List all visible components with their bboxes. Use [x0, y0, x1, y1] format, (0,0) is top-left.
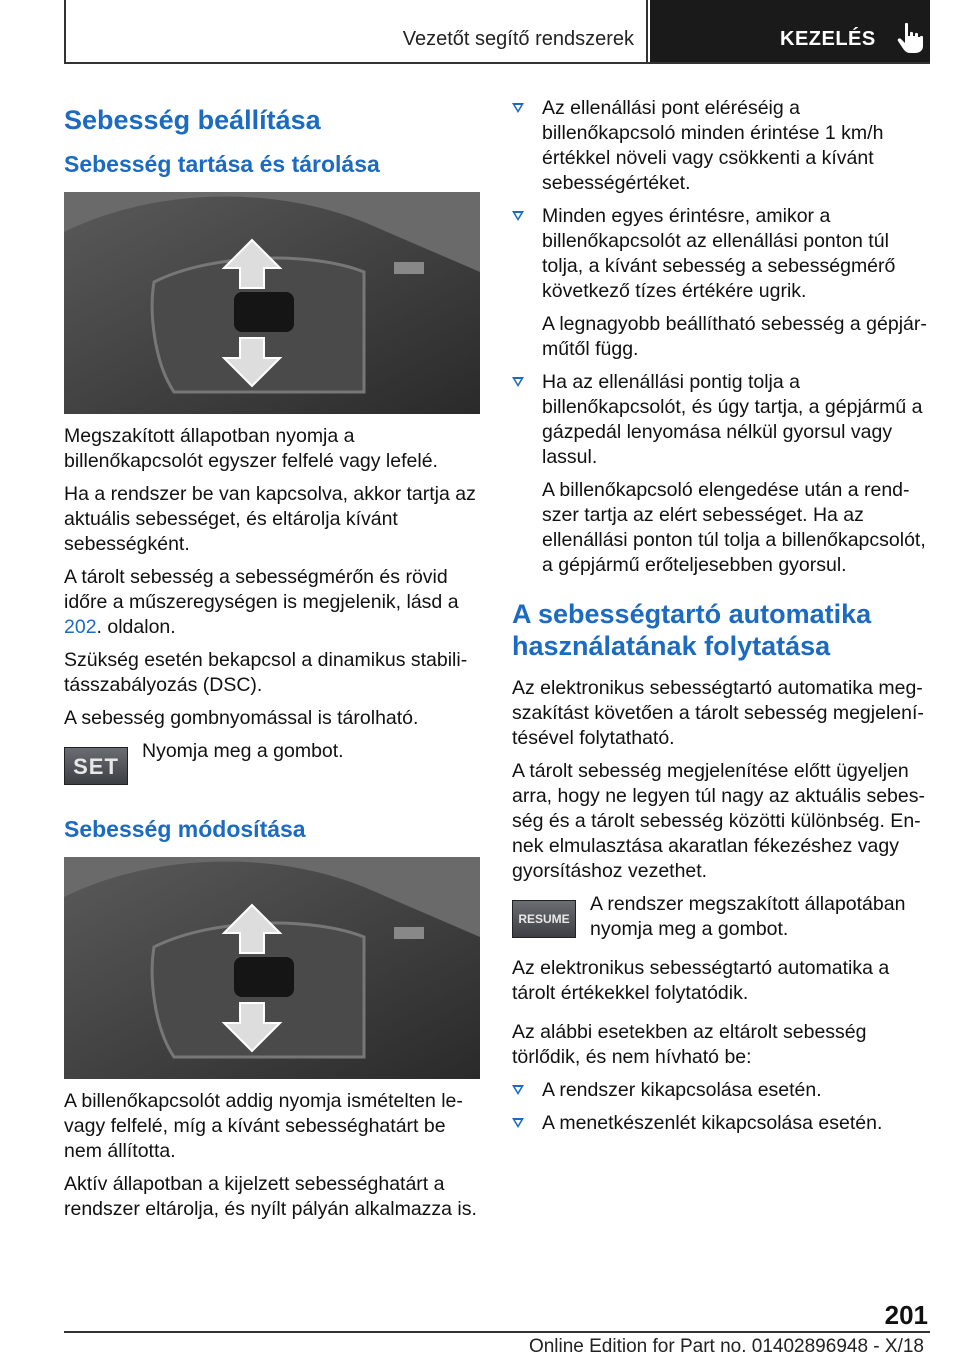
- paragraph: Aktív állapotban a kijelzett sebességhatárt a rendszer eltárolja, és nyílt pályán alkalmazza is.: [64, 1173, 477, 1220]
- resume-button-row: [512, 892, 930, 948]
- resume-button-text: A rendszer megszakított állapotában nyomja meg a gombot.: [590, 893, 906, 940]
- hand-pointer-icon: [896, 22, 924, 54]
- bullet-item: [512, 96, 930, 196]
- right-column: [512, 96, 930, 1144]
- bullet-item: [512, 1111, 930, 1136]
- header-chapter-tab: [650, 0, 930, 64]
- paragraph: A billenőkapcsolót addig nyomja ismételten le- vagy felfelé, míg a kívánt sebességhatárt be nem állította.: [64, 1090, 463, 1162]
- bullet-text: A rendszer kikapcsolása esetén.: [542, 1079, 822, 1101]
- paragraph: A tárolt sebesség megjelenítése előtt ügyeljen arra, hogy ne legyen túl nagy az aktuális sebesség és a tárolt sebesség közötti különbség. Ennek elmulasztása akaratlan fékezéshez vagy gyorsításhoz vezethet.: [512, 760, 926, 882]
- bullet-text: Ha az ellenállási pontig tolja a billenőkapcsolót, és úgy tartja, a gépjármű a gázpedál lenyomása nélkül gyorsul vagy lassul.: [542, 371, 923, 468]
- paragraph: Az alábbi esetekben az eltárolt sebesség törlődik, és nem hívható be:: [512, 1021, 867, 1068]
- heading-change-speed: Sebesség módosítása: [64, 816, 306, 842]
- footer-rule: [64, 1331, 930, 1333]
- paragraph: A sebesség gombnyomással is tárolható.: [64, 707, 419, 729]
- bullet-item: [512, 204, 930, 304]
- triangle-bullet-icon: [512, 1118, 524, 1128]
- header-section-box: [64, 0, 648, 63]
- header-rule: [64, 62, 930, 64]
- paragraph: Az elektronikus sebességtartó automatika megszakítást követően a tárolt sebesség megjelenítésével folytatható.: [512, 677, 924, 749]
- set-button-row: [64, 739, 482, 795]
- bullet-text: Az ellenállási pont eléréséig a billenőkapcsoló minden érintése 1 km/h értékkel növeli vagy csökkenti a kívánt sebességértéket.: [542, 97, 884, 194]
- set-button-text: Nyomja meg a gombot.: [142, 740, 344, 762]
- steering-switch-photo-2: [64, 857, 480, 1079]
- steering-switch-photo: [64, 192, 480, 414]
- paragraph: Megszakított állapotban nyomja a billenőkapcsolót egyszer felfelé vagy lefelé.: [64, 425, 438, 472]
- paragraph: [64, 565, 482, 640]
- footer-edition: Online Edition for Part no. 01402896948 - X/18: [528, 1336, 924, 1357]
- bullet-item: [512, 370, 930, 470]
- heading-set-speed: Sebesség beállítása: [64, 105, 321, 135]
- triangle-bullet-icon: [512, 103, 524, 113]
- paragraph: Ha a rendszer be van kapcsolva, akkor tartja az aktuális sebességet, és eltárolja kívánt sebességként.: [64, 483, 476, 555]
- chapter-title: KEZELÉS: [780, 28, 876, 50]
- text-span: . oldalon.: [96, 616, 176, 638]
- left-column: [64, 96, 482, 1230]
- page-number: 201: [884, 1300, 928, 1330]
- triangle-bullet-icon: [512, 377, 524, 387]
- bullet-text: Minden egyes érintésre, amikor a billenőkapcsolót az ellenállási ponton túl tolja, a kívánt sebesség a sebességmérő következő tízes értékére ugrik.: [542, 205, 896, 302]
- bullet-text: A menetkészenlét kikapcsolása esetén.: [542, 1112, 883, 1134]
- paragraph: Az elektronikus sebességtartó automatika a tárolt értékekkel folytatódik.: [512, 957, 890, 1004]
- page-link[interactable]: 202: [64, 616, 97, 638]
- triangle-bullet-icon: [512, 1085, 524, 1095]
- heading-resume: A sebességtartó automatika használatának folytatása: [512, 599, 872, 661]
- resume-button-image: RESUME: [512, 900, 576, 938]
- heading-hold-store: Sebesség tartása és tárolása: [64, 151, 380, 177]
- bullet-subtext: A billenőkapcsoló elengedése után a rendszer tartja az elért sebességet. Ha az ellenállási ponton túl tolja a billenőkapcsolót, a gépjármű erőteljesebben gyorsul.: [542, 479, 926, 576]
- bullet-item: [512, 1078, 930, 1103]
- text-span: A tárolt sebesség a sebességmérőn és rövid időre a műszeregységen is megjelenik, lásd a: [64, 566, 459, 613]
- set-button-image: SET: [64, 747, 128, 785]
- triangle-bullet-icon: [512, 211, 524, 221]
- bullet-subtext: A legnagyobb beállítható sebesség a gépjárműtől függ.: [542, 313, 927, 360]
- section-title: Vezetőt segítő rendszerek: [402, 28, 634, 50]
- paragraph: Szükség esetén bekapcsol a dinamikus stabilitásszabályozás (DSC).: [64, 649, 468, 696]
